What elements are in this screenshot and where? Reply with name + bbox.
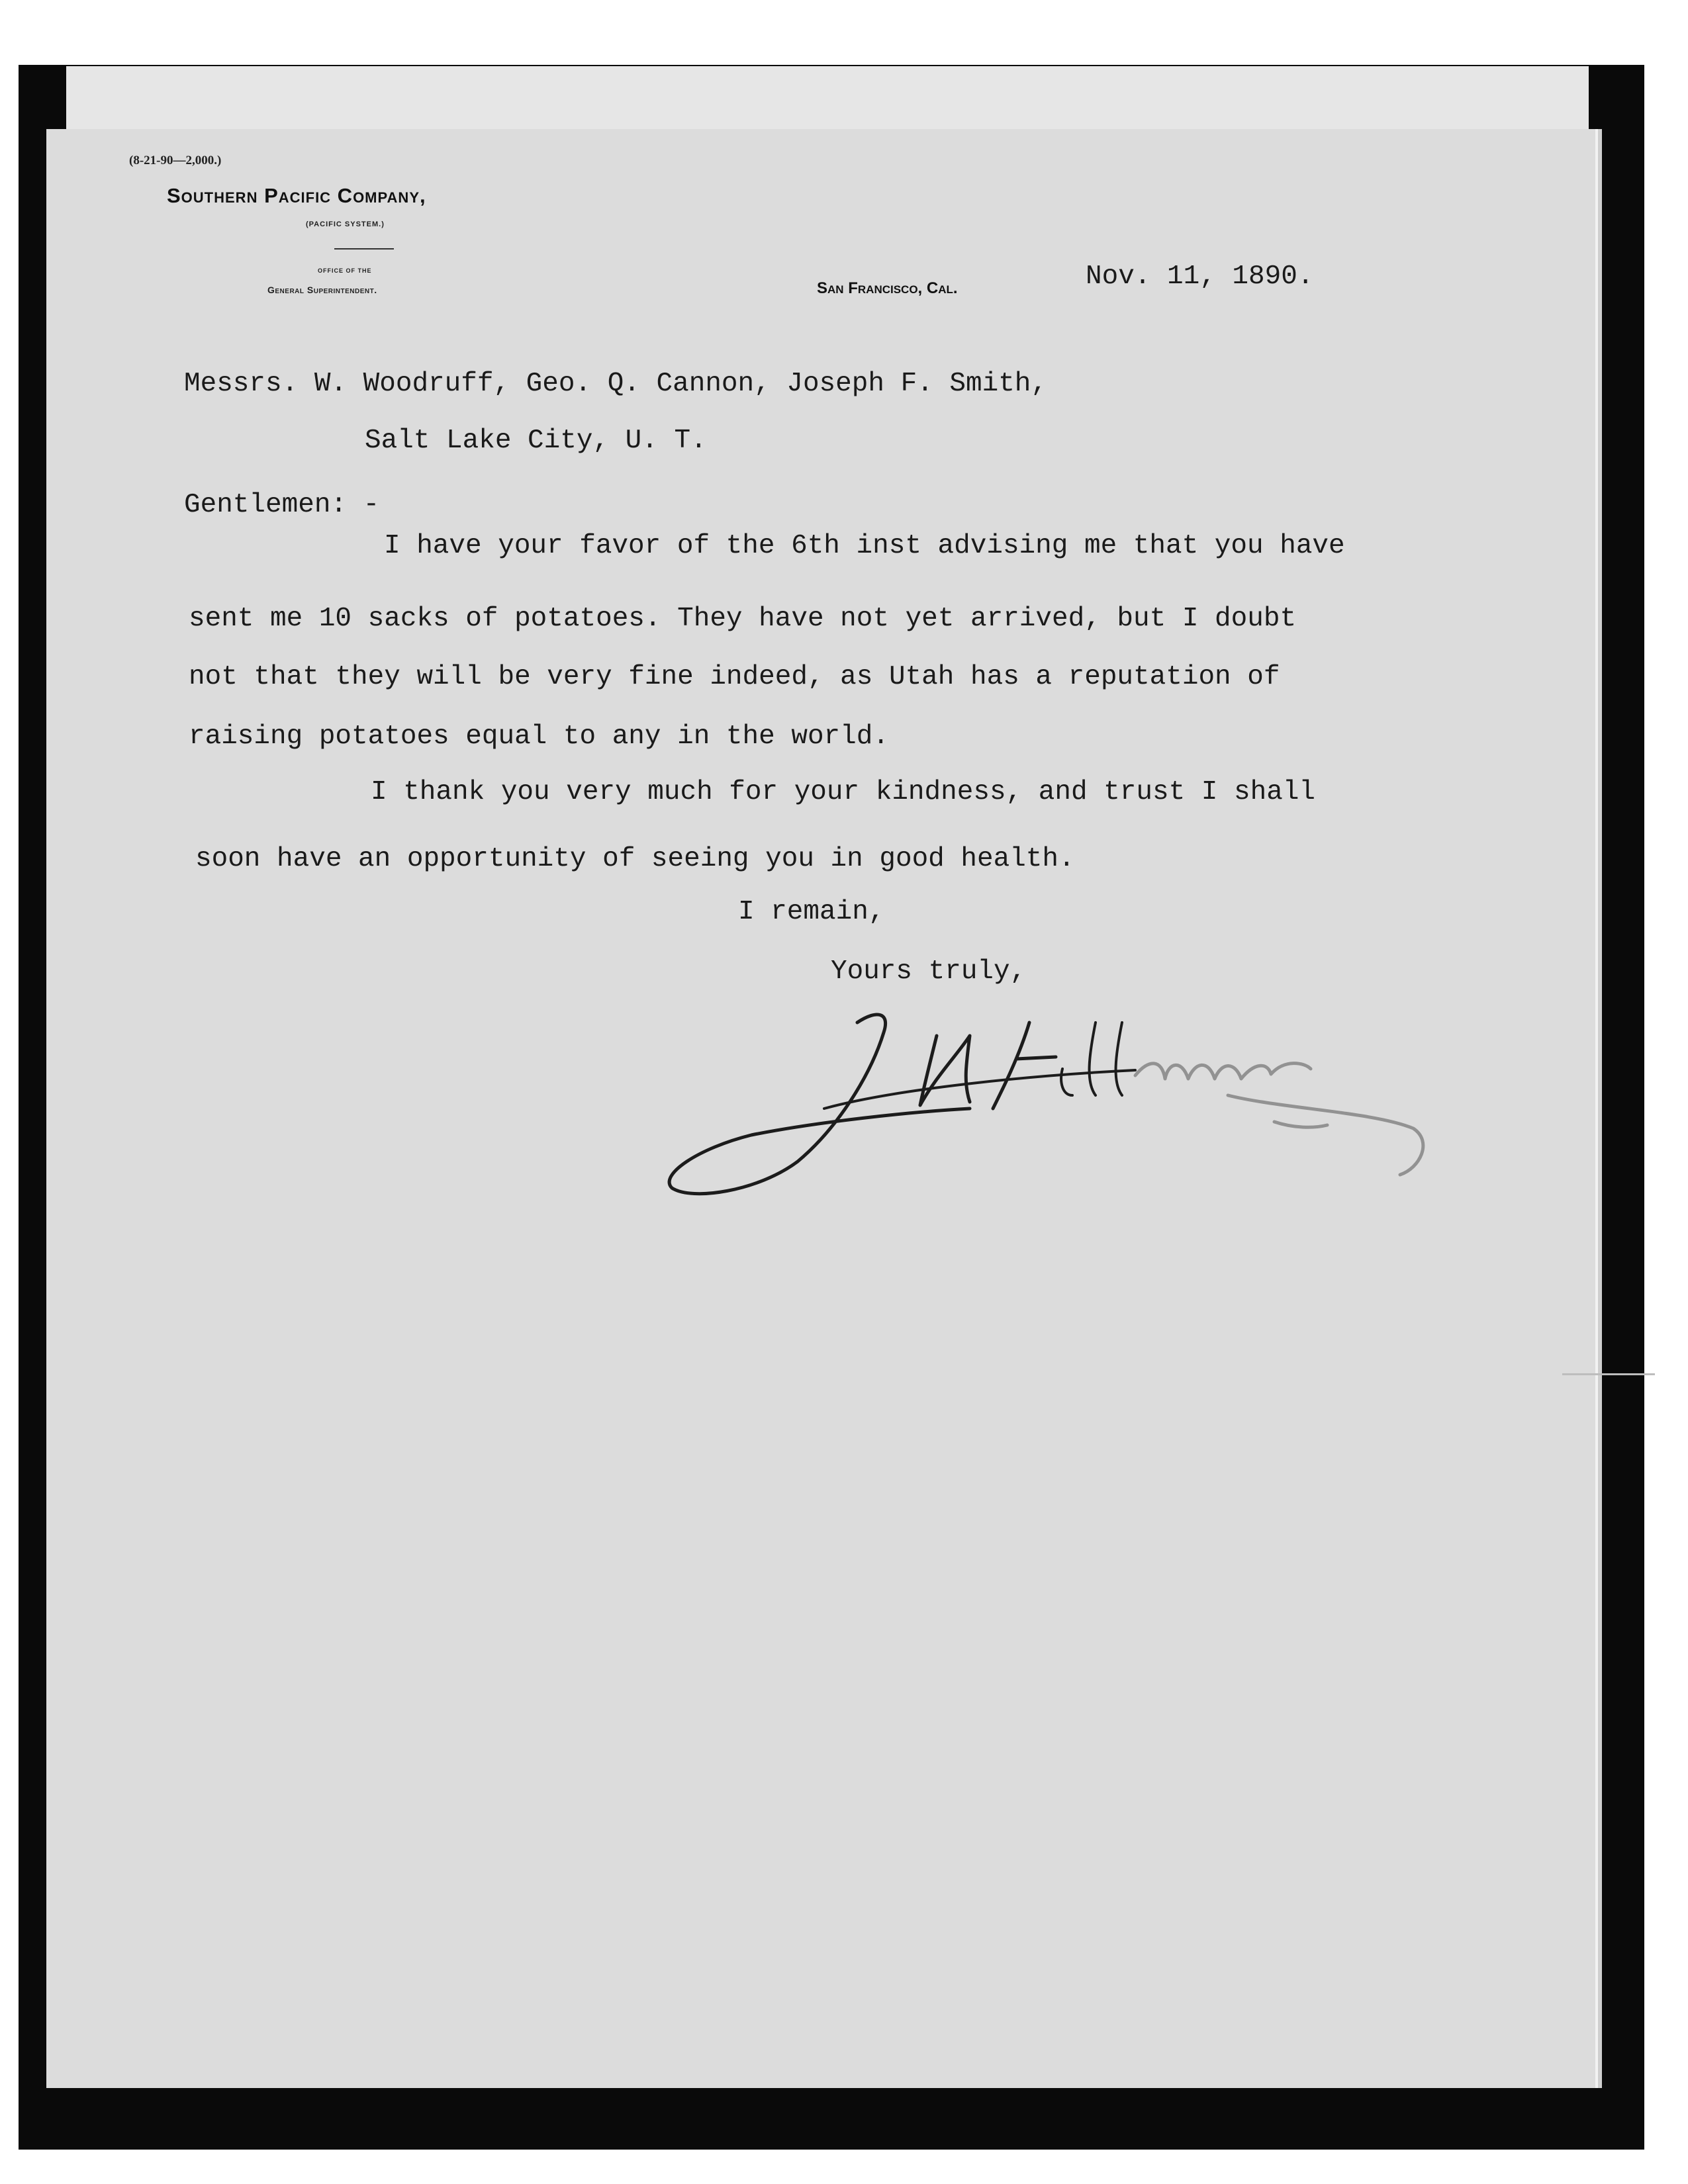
office-title: General Superintendent. bbox=[267, 285, 377, 295]
body-line: sent me 10 sacks of potatoes. They have not yet arrived, but I doubt bbox=[189, 604, 1297, 634]
body-line: I have your favor of the 6th inst advising me that you have bbox=[384, 531, 1345, 561]
body-line: not that they will be very fine indeed, as Utah has a reputation of bbox=[189, 662, 1280, 692]
addressee-city: Salt Lake City, U. T. bbox=[365, 426, 707, 456]
letterhead-rule bbox=[334, 248, 394, 250]
handwritten-signature bbox=[659, 996, 1493, 1214]
addressee-line: Messrs. W. Woodruff, Geo. Q. Cannon, Joseph F. Smith, bbox=[184, 369, 1048, 399]
closing-yours-truly: Yours truly, bbox=[831, 956, 1027, 987]
closing-remain: I remain, bbox=[738, 897, 885, 927]
company-name: Southern Pacific Company, bbox=[167, 184, 426, 207]
body-line: I thank you very much for your kindness, and trust I shall bbox=[371, 777, 1316, 807]
company-system: (PACIFIC SYSTEM.) bbox=[306, 220, 385, 228]
letterhead-place: San Francisco, Cal. bbox=[817, 279, 958, 297]
body-line: raising potatoes equal to any in the world. bbox=[189, 721, 889, 752]
form-print-code: (8-21-90—2,000.) bbox=[129, 154, 222, 167]
office-of-label: OFFICE OF THE bbox=[318, 267, 372, 274]
body-line: soon have an opportunity of seeing you in good health. bbox=[195, 844, 1075, 874]
salutation: Gentlemen: - bbox=[184, 490, 380, 520]
paper-fold-line bbox=[1562, 1373, 1655, 1375]
letter-date: Nov. 11, 1890. bbox=[1086, 261, 1314, 292]
